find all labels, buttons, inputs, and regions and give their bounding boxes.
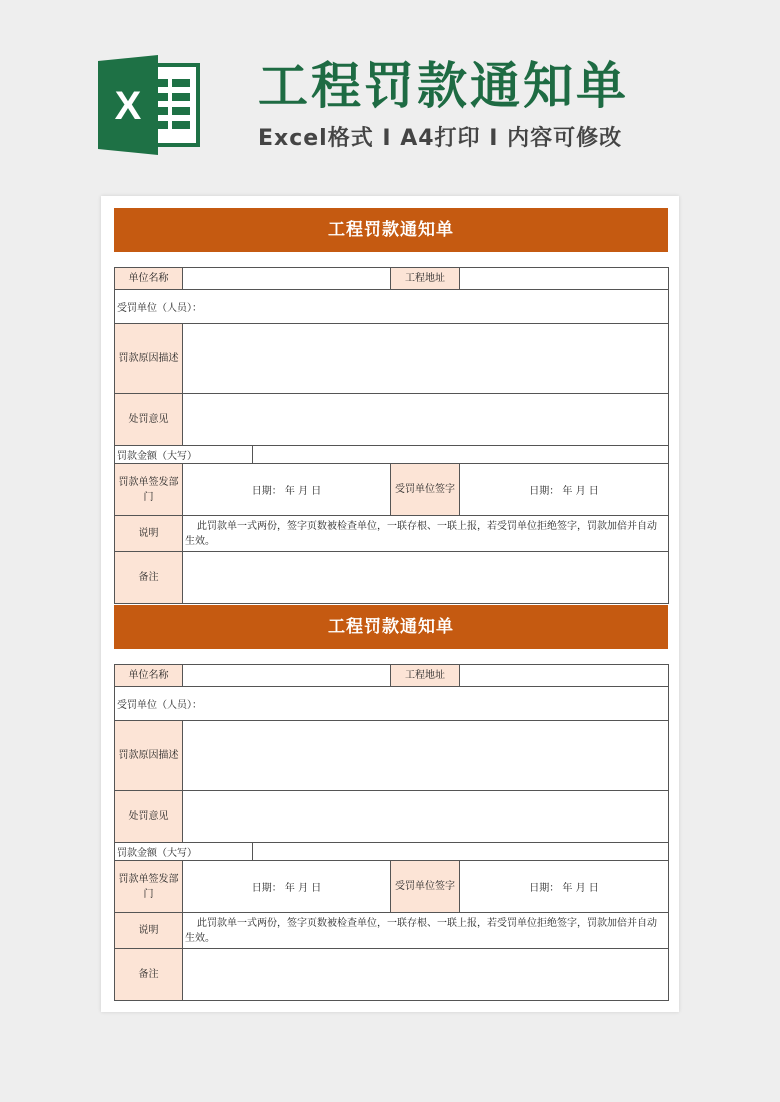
penalty-form-1: [114, 208, 668, 604]
explanation-text: 此罚款单一式两份，签字页数被检查单位，一联存根、一联上报，若受罚单位拒绝签字，罚款加倍并自动生效。: [183, 913, 669, 949]
amount-field[interactable]: [253, 843, 669, 861]
reason-field[interactable]: [183, 721, 669, 791]
page-header: [0, 0, 780, 190]
remarks-label: 备注: [115, 949, 183, 1001]
penalized-unit-field[interactable]: 受罚单位（人员）：: [115, 290, 669, 324]
opinion-label: 处罚意见: [115, 791, 183, 843]
project-address-label: 工程地址: [391, 665, 460, 687]
amount-label: 罚款金额（大写）: [115, 446, 253, 464]
unit-name-field[interactable]: [183, 268, 391, 290]
document-paper: [101, 196, 679, 1012]
remarks-field[interactable]: [183, 552, 669, 604]
unit-name-label: 单位名称: [115, 665, 183, 687]
issuer-label: 罚款单签发部门: [115, 464, 183, 516]
penalty-form-2: [114, 605, 668, 1001]
penalized-unit-field[interactable]: 受罚单位（人员）：: [115, 687, 669, 721]
signer-label: 受罚单位签字: [391, 464, 460, 516]
reason-label: 罚款原因描述: [115, 324, 183, 394]
form-title-banner: 工程罚款通知单: [114, 208, 668, 252]
opinion-label: 处罚意见: [115, 394, 183, 446]
opinion-field[interactable]: [183, 394, 669, 446]
form-table: [114, 664, 669, 1001]
amount-label: 罚款金额（大写）: [115, 843, 253, 861]
opinion-field[interactable]: [183, 791, 669, 843]
form-table: [114, 267, 669, 604]
project-address-field[interactable]: [460, 665, 669, 687]
remarks-label: 备注: [115, 552, 183, 604]
signer-date-field[interactable]: 日期： 年 月 日: [460, 464, 669, 516]
explanation-text: 此罚款单一式两份，签字页数被检查单位，一联存根、一联上报，若受罚单位拒绝签字，罚款加倍并自动生效。: [183, 516, 669, 552]
page-subtitle: Excel格式 I A4打印 I 内容可修改: [258, 126, 623, 151]
reason-label: 罚款原因描述: [115, 721, 183, 791]
form-title-banner: 工程罚款通知单: [114, 605, 668, 649]
issuer-date-field[interactable]: 日期： 年 月 日: [183, 861, 391, 913]
project-address-field[interactable]: [460, 268, 669, 290]
amount-field[interactable]: [253, 446, 669, 464]
issuer-date-field[interactable]: 日期： 年 月 日: [183, 464, 391, 516]
remarks-field[interactable]: [183, 949, 669, 1001]
unit-name-field[interactable]: [183, 665, 391, 687]
unit-name-label: 单位名称: [115, 268, 183, 290]
explanation-label: 说明: [115, 516, 183, 552]
signer-label: 受罚单位签字: [391, 861, 460, 913]
reason-field[interactable]: [183, 324, 669, 394]
issuer-label: 罚款单签发部门: [115, 861, 183, 913]
excel-logo-icon: [98, 55, 202, 155]
project-address-label: 工程地址: [391, 268, 460, 290]
page-title: 工程罚款通知单: [258, 57, 629, 115]
signer-date-field[interactable]: 日期： 年 月 日: [460, 861, 669, 913]
svg-text:X: X: [114, 84, 142, 128]
explanation-label: 说明: [115, 913, 183, 949]
